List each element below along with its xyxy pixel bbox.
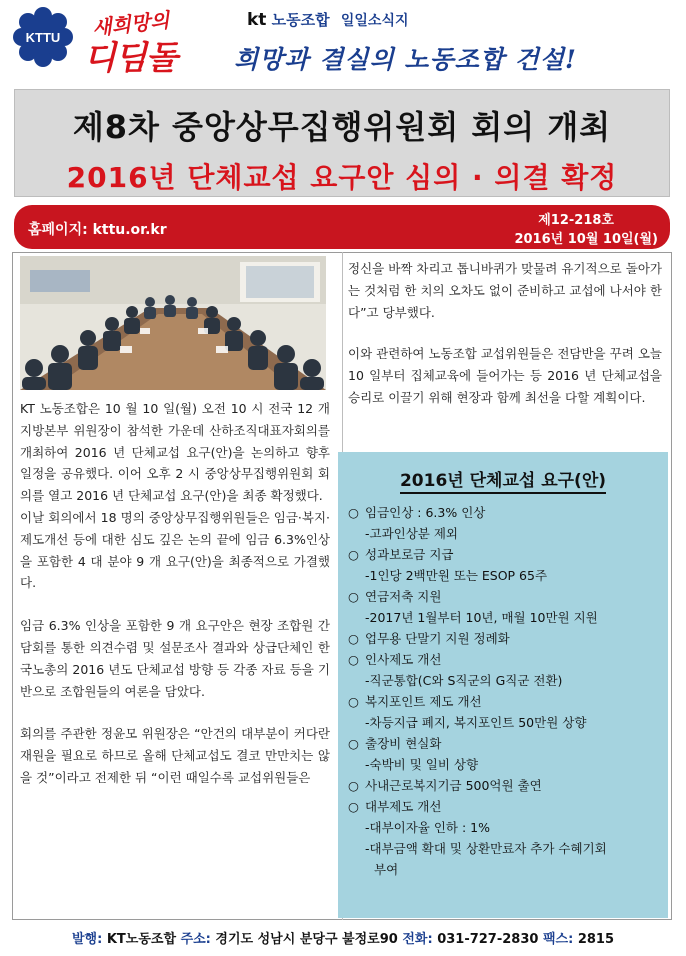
circle-bullet-icon: ○ [348,505,359,520]
headline-subtitle: 2016년 단체교섭 요구안 심의 · 의결 확정 [66,161,618,194]
address-value: 경기도 성남시 분당구 불정로90 [215,932,398,947]
article-right-column [348,258,662,450]
issue-number: 제12-218호 [538,213,614,228]
demand-detail-continuation: 부여 [374,862,399,877]
demand-detail: -차등지급 폐지, 복지포인트 50만원 상향 [365,715,587,730]
circle-bullet-icon: ○ [348,547,359,562]
demand-item: ○ 업무용 단말기 지원 정례화 [348,628,664,649]
masthead [0,0,686,86]
demand-item: ○ 연금저축 지원 [348,586,664,607]
demand-item: ○ 사내근로복지기금 500억원 출연 [348,775,664,796]
phone-label: 전화: [402,932,433,947]
demand-detail: -1인당 2백만원 또는 ESOP 65주 [365,568,548,583]
logo-text: KTTU [25,30,61,45]
demand-item: ○ 인사제도 개선 [348,649,664,670]
demand-item: ○ 대부제도 개선 [348,796,664,817]
meeting-photo [20,256,326,390]
article-paragraph: 회의를 주관한 정윤모 위원장은 “안건의 대부분이 커다란 재원을 필요로 하므로 올해 단체교섭도 결코 만만치는 않을 것”이라고 전제한 뒤 “이런 때일수록 교섭위원들은 [20,726,330,785]
article-paragraph: 이날 회의에서 18 명의 중앙상무집행위원들은 임금·복지·제도개선 등에 대한 심도 깊은 논의 끝에 임금 6.3%인상을 포함한 4 대 분야 9 개 요구(안)을 최종적으로 가결했다. [20,509,330,591]
demand-item: ○ 성과보로금 지급 [348,544,664,565]
footer [0,928,686,947]
headline-title: 제8차 중앙상무집행위원회 회의 개최 [72,108,612,146]
motto: 희망과 결실의 노동조합 건설! [234,45,577,74]
article-paragraph: KT 노동조합은 10 월 10 일(월) 오전 10 시 전국 12 개 지방본부 위원장이 참석한 가운데 산하조직대표자회의를 개최하여 2016 년 단체교섭 요구(안)을 논의하고 향후 일정을 공유했다. 이어 오후 2 시 중앙상무집행위원회 회의를 열고 2016 년 단체교섭 요구(안)을 최종 확정했다. [20,401,330,504]
homepage-link[interactable]: 홈페이지: kttu.or.kr [28,222,167,238]
publisher-label: 발행: [71,932,103,947]
demand-item: ○ 출장비 현실화 [348,733,664,754]
phone-value: 031-727-2830 [437,932,539,947]
slogan-logo [84,8,234,77]
article-paragraph: 임금 6.3% 인상을 포함한 9 개 요구안은 현장 조합원 간담회를 통한 의견수렴 및 설문조사 결과와 상급단체인 한국노총의 2016 년도 단체교섭 방향 등 각종 자료 등을 기반으로 조합원들의 여론을 담았다. [20,618,330,699]
info-bar [14,205,670,249]
demand-detail: -고과인상분 제외 [365,526,459,541]
article-left-column [20,398,330,916]
slogan-line1: 새희망의 [91,8,171,40]
demand-detail: -직군통합(C와 S직군의 G직군 전환) [365,673,563,688]
slogan-line2: 디딤돌 [84,38,177,77]
circle-bullet-icon: ○ [348,652,359,667]
circle-bullet-icon: ○ [348,799,359,814]
brand-label [247,9,409,30]
circle-bullet-icon: ○ [348,631,359,646]
headline-band [14,89,670,197]
demands-box [338,452,668,918]
demand-detail: -숙박비 및 일비 상향 [365,757,479,772]
article-paragraph: 정신을 바짝 차리고 톱니바퀴가 맞물려 유기적으로 돌아가는 것처럼 한 치의 오차도 없이 준비하고 교섭에 나서야 한다”고 당부했다. [348,261,662,320]
demand-detail: -2017년 1월부터 10년, 매월 10만원 지원 [365,610,598,625]
circle-bullet-icon: ○ [348,694,359,709]
issue-date: 2016년 10월 10일(월) [514,232,658,247]
article-paragraph: 이와 관련하여 노동조합 교섭위원들은 전담반을 꾸려 오늘 10 일부터 집체교육에 들어가는 등 2016 년 단체교섭을 승리로 이끌기 위해 현장과 함께 최선을 다할 계획이다. [348,346,662,405]
demand-detail: -대부금액 확대 및 상환만료자 추가 수혜기회 [365,841,607,856]
fax-value: 2815 [577,932,615,947]
demand-item: ○ 복지포인트 제도 개선 [348,691,664,712]
address-label: 주소: [180,932,211,947]
demand-detail: -대부이자율 인하 : 1% [365,820,490,835]
demands-list [348,502,664,880]
demand-item: ○ 임금인상 : 6.3% 인상 [348,502,664,523]
fax-label: 팩스: [542,932,574,947]
circle-bullet-icon: ○ [348,736,359,751]
brand-daily: 일일소식지 [340,13,409,29]
circle-bullet-icon: ○ [348,589,359,604]
brand-kt: kt [247,10,267,30]
brand-union: 노동조합 [271,11,330,29]
circle-bullet-icon: ○ [348,778,359,793]
demands-title: 2016년 단체교섭 요구(안) [338,466,668,491]
kttu-logo [12,6,74,68]
publisher-value: KT노동조합 [106,932,177,947]
